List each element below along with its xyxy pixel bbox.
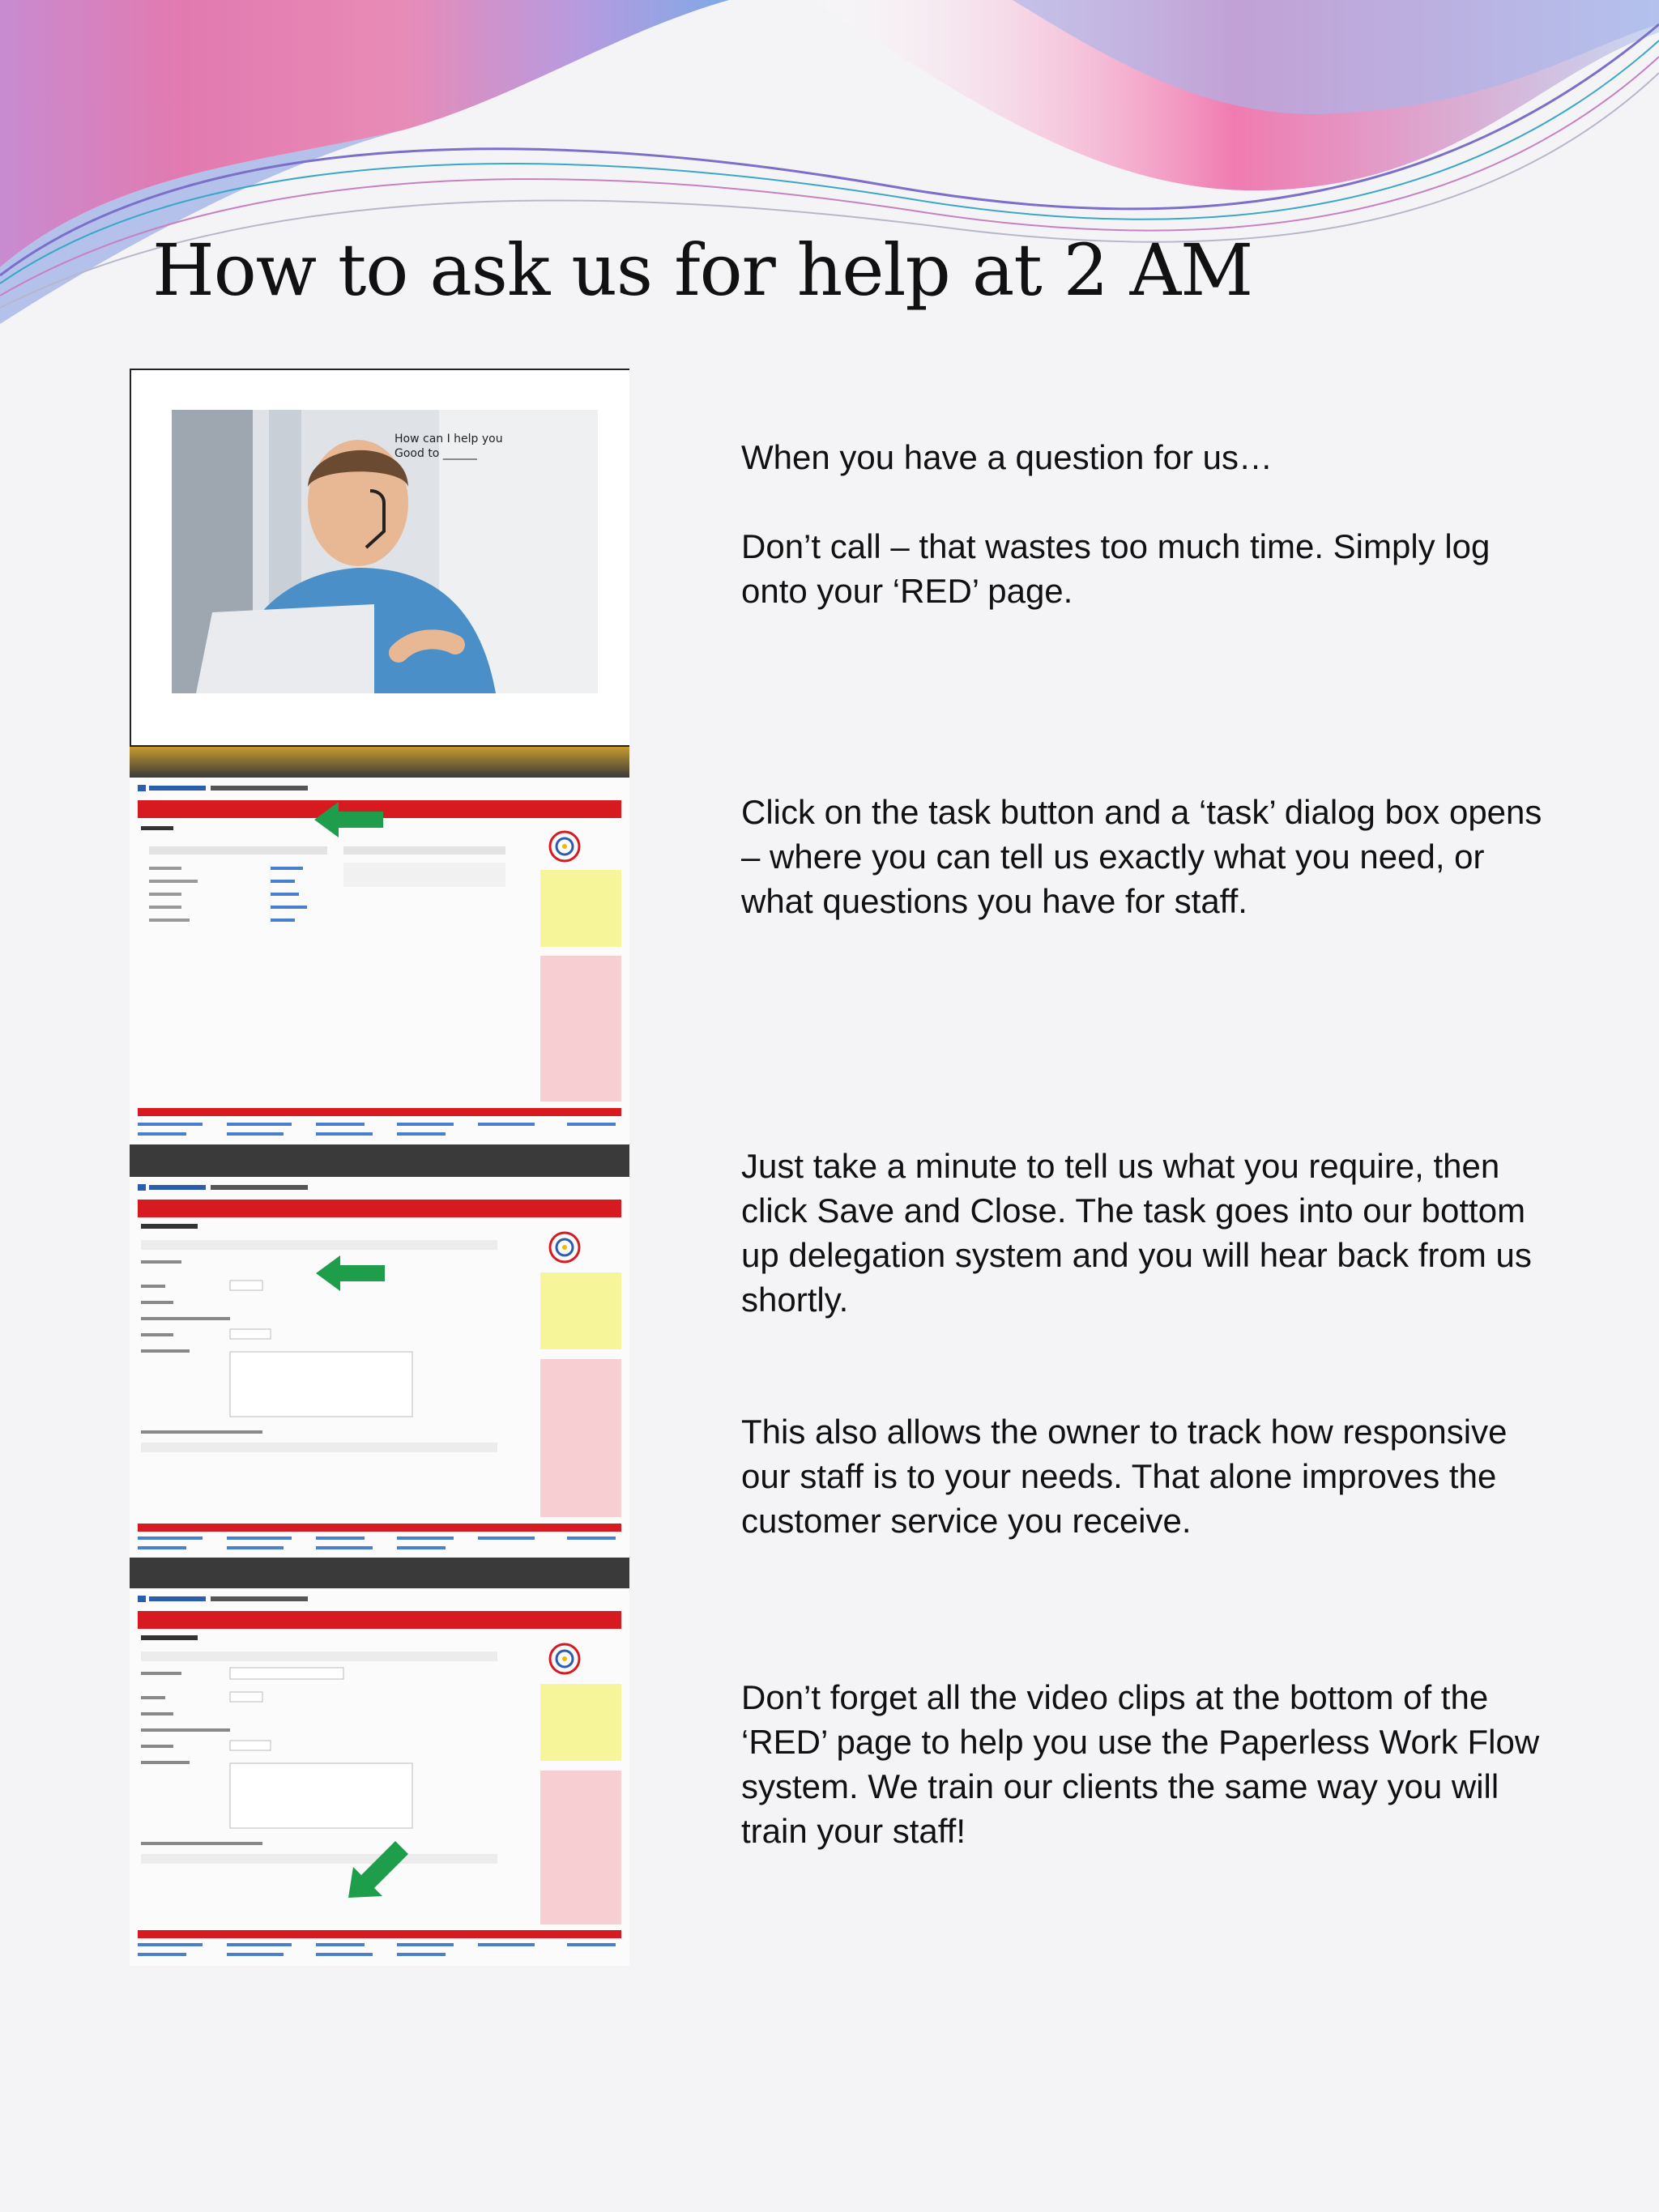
photo-panel — [130, 369, 629, 747]
footer-bar — [138, 1930, 621, 1938]
green-arrow-icon — [348, 1839, 413, 1900]
owner-tracking-text: This also allows the owner to track how responsive our staff is to your needs. That alone improves the customer service you receive. — [741, 1413, 1508, 1540]
man-with-headset-photo — [172, 410, 598, 693]
screenshot-column — [130, 369, 629, 1966]
intro-text: When you have a question for us… — [741, 438, 1273, 476]
footer-bar — [138, 1108, 621, 1116]
save-and-close-text: Just take a minute to tell us what you require, then click Save and Close. The task goes into our bottom up delegation system and you will hear back from us shortly. — [741, 1147, 1532, 1319]
task-dialog-screenshot — [130, 1177, 629, 1558]
task-button-text: Click on the task button and a ‘task’ dialog box opens – where you can tell us exactly what you need, or what questions you have for staff. — [741, 793, 1542, 920]
video-links — [138, 1941, 621, 1963]
sidebar-yellow-panel — [540, 1272, 621, 1349]
home-content — [141, 826, 514, 996]
dont-call-text: Don’t call – that wastes too much time. Simply log onto your ‘RED’ page. — [741, 527, 1491, 610]
workflow-home-screenshot — [130, 778, 629, 1144]
sidebar-pink-panel — [540, 1771, 621, 1924]
divider — [130, 747, 629, 778]
sidebar-yellow-panel — [540, 1684, 621, 1761]
green-arrow-icon — [314, 800, 383, 839]
divider — [130, 1144, 629, 1177]
workflow-logo — [138, 1593, 381, 1605]
svg-text:How can I help you: How can I help you — [394, 433, 503, 445]
divider — [130, 1558, 629, 1588]
video-links — [138, 1121, 621, 1142]
task-form — [141, 1635, 514, 1903]
workflow-logo — [138, 782, 381, 794]
footer-bar — [138, 1524, 621, 1532]
target-logo-icon — [544, 1227, 585, 1268]
green-arrow-icon — [316, 1254, 385, 1293]
target-logo-icon — [544, 826, 585, 867]
save-and-close-screenshot — [130, 1588, 629, 1966]
nav-bar — [138, 1611, 621, 1629]
page-title: How to ask us for help at 2 AM — [152, 228, 1253, 312]
video-links — [138, 1535, 621, 1556]
sidebar-pink-panel — [540, 956, 621, 1102]
target-logo-icon — [544, 1639, 585, 1679]
sidebar-yellow-panel — [540, 870, 621, 947]
workflow-logo — [138, 1182, 381, 1193]
video-clips-text: Don’t forget all the video clips at the bottom of the ‘RED’ page to help you use the Paperless Work Flow system. We train our clients the same way you will train your staff! — [741, 1678, 1540, 1850]
svg-text:Good to ______: Good to ______ — [394, 447, 477, 460]
sidebar-pink-panel — [540, 1359, 621, 1517]
nav-bar — [138, 1200, 621, 1217]
